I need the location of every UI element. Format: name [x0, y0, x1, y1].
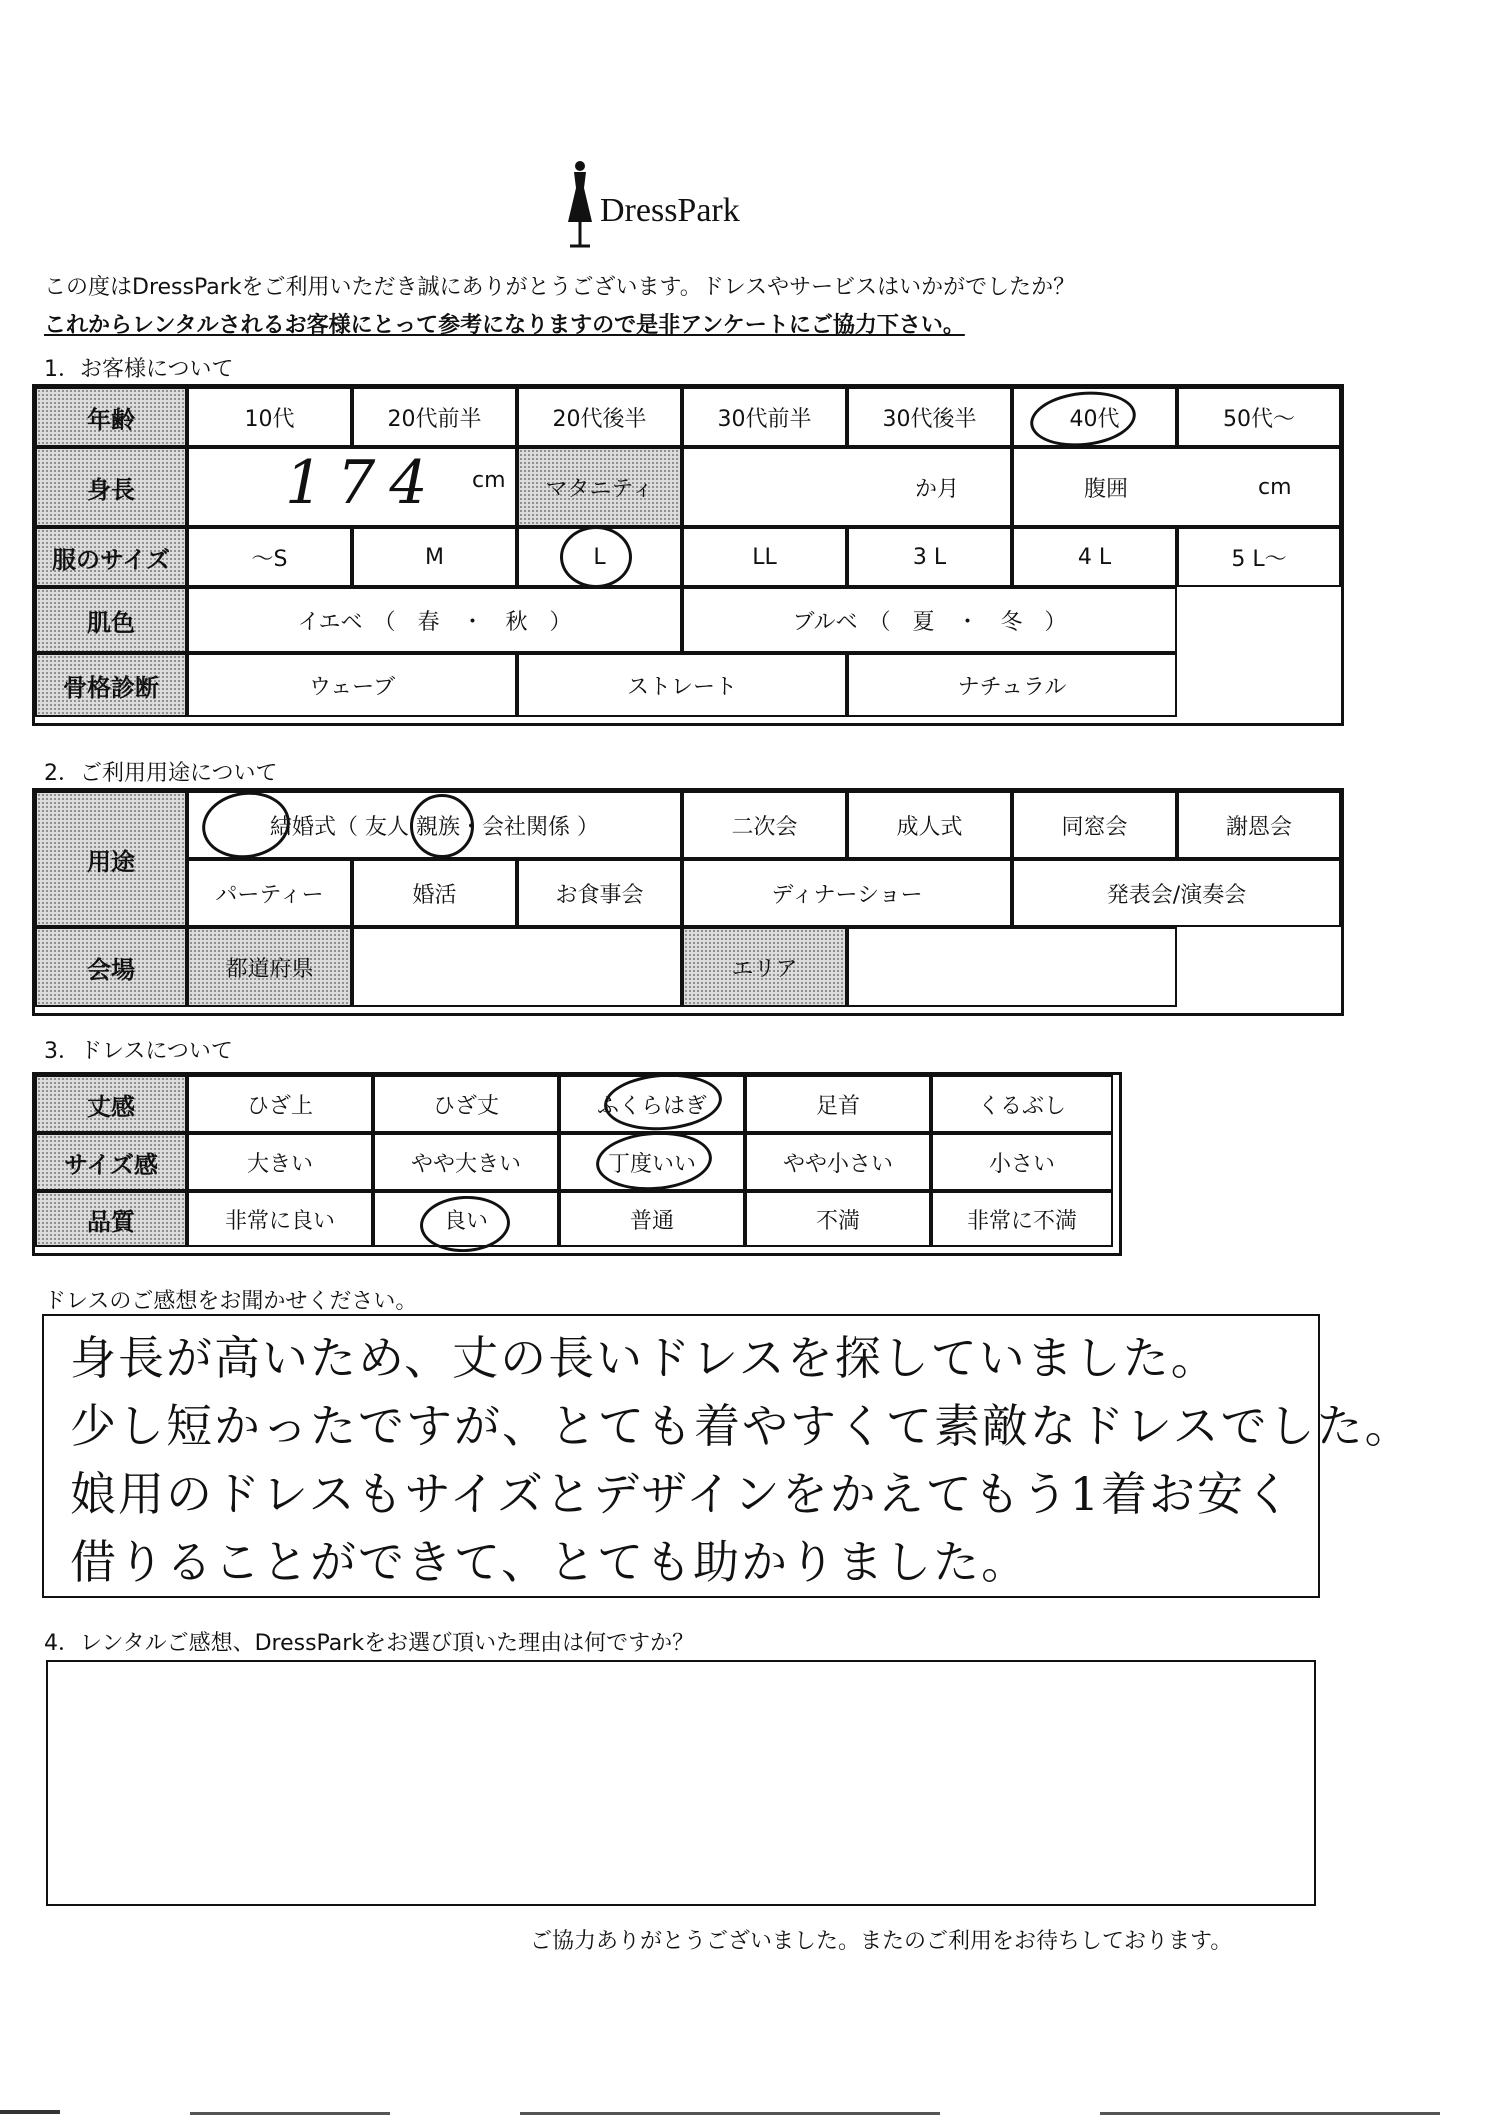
section1-title: 1．お客様について [44, 357, 234, 382]
age-option[interactable]: 50代～ [1177, 387, 1341, 447]
purpose-option[interactable]: 同窓会 [1012, 791, 1177, 859]
handwritten-line: 少し短かったですが、とても着やすくて素敵なドレスでした。 [70, 1399, 1413, 1453]
skin-warm-option[interactable]: イエベ （ 春 ・ 秋 ） [187, 587, 682, 653]
purpose-option[interactable]: 婚活 [352, 859, 517, 927]
handwritten-line: 娘用のドレスもサイズとデザインをかえてもう1着お安く [70, 1467, 1293, 1521]
age-option[interactable]: 20代後半 [517, 387, 682, 447]
handwritten-line: 借りることができて、とても助かりました。 [70, 1535, 1030, 1589]
age-header: 年齢 [35, 387, 187, 447]
size-option[interactable]: 4 L [1012, 527, 1177, 587]
section3-title: 3．ドレスについて [44, 1039, 233, 1064]
skin-cool-option[interactable]: ブルベ （ 夏 ・ 冬 ） [682, 587, 1177, 653]
prefecture-header: 都道府県 [187, 927, 352, 1007]
size-option[interactable]: ～S [187, 527, 352, 587]
fit-option[interactable]: やや大きい [373, 1133, 559, 1191]
age-option-selected[interactable]: 40代 [1012, 387, 1177, 447]
brand-logo-text: DressPark [600, 192, 740, 229]
scan-artifact [520, 2112, 940, 2115]
frame-option[interactable]: ストレート [517, 653, 847, 717]
length-option[interactable]: 足首 [745, 1075, 931, 1133]
purpose-option[interactable]: 謝恩会 [1177, 791, 1341, 859]
scan-artifact [190, 2112, 390, 2115]
skin-header: 肌色 [35, 587, 187, 653]
frame-header: 骨格診断 [35, 653, 187, 717]
frame-option[interactable]: ナチュラル [847, 653, 1177, 717]
fit-option[interactable]: 大きい [187, 1133, 373, 1191]
reason-answer-box[interactable] [46, 1660, 1316, 1906]
intro-text: この度はDressParkをご利用いただき誠にありがとうございます。ドレスやサービスはいかがでしたか？ [44, 275, 1076, 300]
size-option[interactable]: 3 L [847, 527, 1012, 587]
quality-header: 品質 [35, 1191, 187, 1247]
fit-option-selected[interactable]: 丁度いい [559, 1133, 745, 1191]
venue-header: 会場 [35, 927, 187, 1007]
quality-option[interactable]: 非常に不満 [931, 1191, 1113, 1247]
months-field[interactable] [682, 447, 1012, 527]
height-header: 身長 [35, 447, 187, 527]
height-unit: cm [472, 468, 506, 493]
length-option-selected[interactable]: ふくらはぎ [559, 1075, 745, 1133]
purpose-option[interactable]: 発表会/演奏会 [1012, 859, 1341, 927]
maternity-header: マタニティ [517, 447, 682, 527]
impression-title: ドレスのご感想をお聞かせください。 [44, 1289, 418, 1314]
selection-circle [560, 526, 632, 588]
footer-thanks: ご協力ありがとうございました。またのご利用をお待ちしております。 [530, 1929, 1233, 1954]
length-option[interactable]: ひざ丈 [373, 1075, 559, 1133]
age-option[interactable]: 20代前半 [352, 387, 517, 447]
length-option[interactable]: くるぶし [931, 1075, 1113, 1133]
scan-artifact [1100, 2112, 1440, 2115]
length-header: 丈感 [35, 1075, 187, 1133]
purpose-option[interactable]: 二次会 [682, 791, 847, 859]
purpose-option[interactable]: パーティー [187, 859, 352, 927]
age-option[interactable]: 30代前半 [682, 387, 847, 447]
length-option[interactable]: ひざ上 [187, 1075, 373, 1133]
size-option-selected[interactable]: L [517, 527, 682, 587]
quality-option[interactable]: 不満 [745, 1191, 931, 1247]
purpose-option[interactable]: ディナーショー [682, 859, 1012, 927]
size-header: 服のサイズ [35, 527, 187, 587]
quality-option-selected[interactable]: 良い [373, 1191, 559, 1247]
dress-table [32, 1072, 1122, 1256]
purpose-option[interactable]: 成人式 [847, 791, 1012, 859]
age-option[interactable]: 10代 [187, 387, 352, 447]
quality-option[interactable]: 非常に良い [187, 1191, 373, 1247]
handwritten-line: 身長が高いため、丈の長いドレスを探していました。 [70, 1331, 1219, 1385]
section4-title: 4．レンタルご感想、DressParkをお選び頂いた理由は何ですか？ [44, 1631, 695, 1656]
quality-option[interactable]: 普通 [559, 1191, 745, 1247]
purpose-option[interactable]: お食事会 [517, 859, 682, 927]
section2-title: 2．ご利用用途について [44, 761, 278, 786]
size-option[interactable]: M [352, 527, 517, 587]
waist-field[interactable] [1012, 447, 1341, 527]
waist-label: 腹囲 [1084, 476, 1129, 502]
size-option[interactable]: 5 L～ [1177, 527, 1341, 587]
fit-option[interactable]: 小さい [931, 1133, 1113, 1191]
prefecture-field[interactable] [352, 927, 682, 1007]
age-option[interactable]: 30代後半 [847, 387, 1012, 447]
purpose-wedding-option[interactable]: 結婚式（ 友人 親族・会社関係 ） [187, 791, 682, 859]
scan-artifact [0, 2110, 60, 2114]
purpose-header: 用途 [35, 791, 187, 927]
handwritten-height-value: 174 [285, 448, 442, 518]
frame-option[interactable]: ウェーブ [187, 653, 517, 717]
selection-circle [410, 794, 474, 858]
fit-option[interactable]: やや小さい [745, 1133, 931, 1191]
fit-header: サイズ感 [35, 1133, 187, 1191]
area-header: エリア [682, 927, 847, 1007]
waist-unit: cm [1258, 474, 1292, 500]
size-option[interactable]: LL [682, 527, 847, 587]
area-field[interactable] [847, 927, 1177, 1007]
intro-request-text: これからレンタルされるお客様にとって参考になりますので是非アンケートにご協力下さい。 [44, 313, 965, 338]
months-unit: か月 [914, 476, 959, 502]
customer-info-table [32, 384, 1344, 726]
